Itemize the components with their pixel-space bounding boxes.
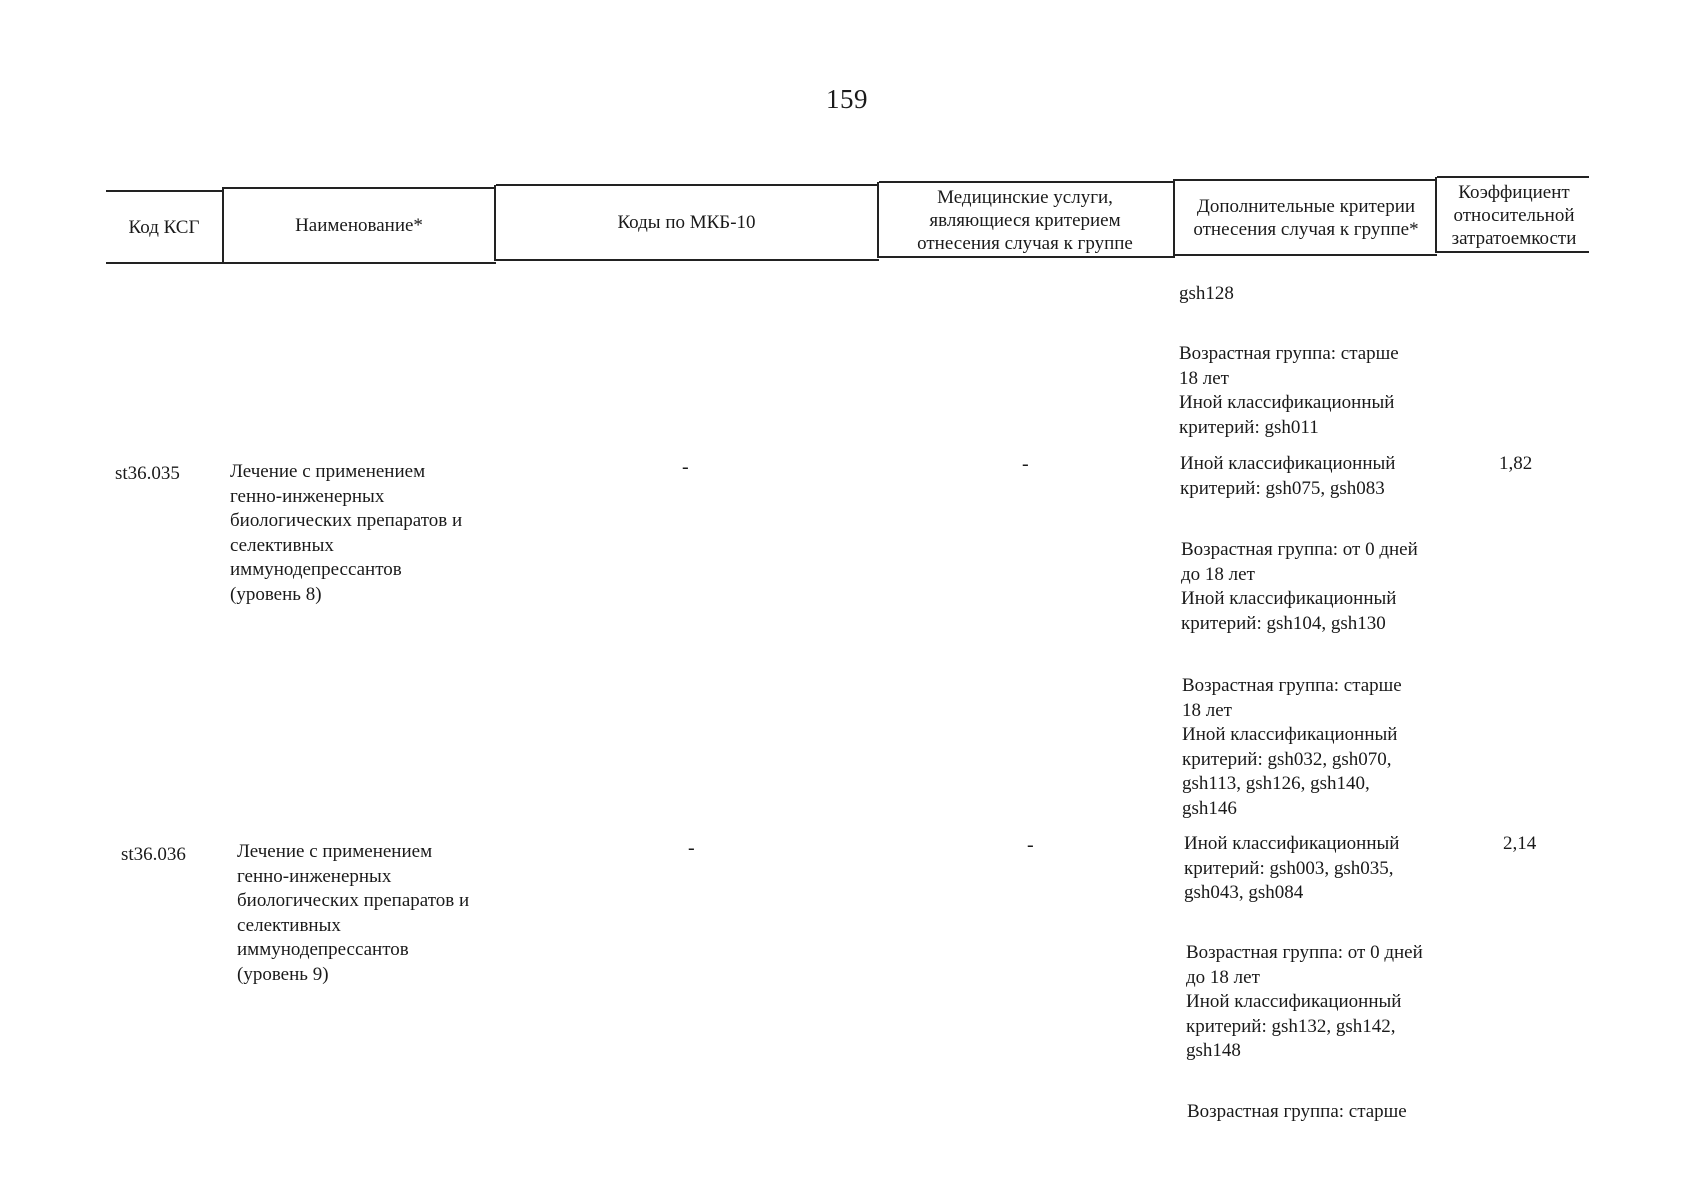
page-number: 159 <box>826 84 868 114</box>
row-criteria: Возрастная группа: от 0 дней до 18 лет Иной классификационный критерий: gsh132, gsh142, gsh148 <box>1186 942 1423 1061</box>
criteria-continuation: gsh128 <box>1179 283 1234 304</box>
row-coefficient: 2,14 <box>1503 833 1537 854</box>
header-coefficient: Коэффициент относительной затратоемкости <box>1451 181 1577 249</box>
row-criteria: Возрастная группа: от 0 дней до 18 лет Иной классификационный критерий: gsh104, gsh130 <box>1181 539 1418 634</box>
header-additional: Дополнительные критерии отнесения случая к группе* <box>1193 195 1419 240</box>
criteria-continuation: Возрастная группа: старше 18 лет Иной классификационный критерий: gsh011 <box>1179 343 1399 438</box>
row-name: Лечение с применением генно-инженерных биологических препаратов и селективных иммунодепрессантов (уровень 9) <box>237 841 470 985</box>
header-bottom-border <box>1175 254 1437 256</box>
row-criteria: Возрастная группа: старше 18 лет Иной классификационный критерий: gsh032, gsh070, gsh113, gsh126, gsh140, gsh146 <box>1182 675 1402 819</box>
header-top-border <box>222 187 496 189</box>
header-bottom-border <box>496 259 879 261</box>
header-services: Медицинские услуги, являющиеся критерием отнесения случая к группе <box>917 186 1133 254</box>
row-icd: - <box>682 456 689 478</box>
row-name: Лечение с применением генно-инженерных биологических препаратов и селективных иммунодепрессантов (уровень 8) <box>230 461 463 605</box>
row-criteria: Иной классификационный критерий: gsh075, gsh083 <box>1180 453 1396 499</box>
header-column-divider <box>877 182 879 258</box>
header-column-divider <box>1435 177 1437 253</box>
row-icd: - <box>688 837 695 859</box>
header-bottom-border <box>106 262 496 264</box>
row-code: st36.036 <box>121 844 186 865</box>
header-name: Наименование* <box>295 214 423 236</box>
row-criteria: Иной классификационный критерий: gsh003, gsh035, gsh043, gsh084 <box>1184 833 1400 903</box>
header-column-divider <box>1173 179 1175 256</box>
row-services: - <box>1027 834 1034 856</box>
header-code: Код КСГ <box>128 216 200 238</box>
row-code: st36.035 <box>115 463 180 484</box>
header-icd: Коды по МКБ-10 <box>617 211 756 233</box>
row-coefficient: 1,82 <box>1499 453 1533 474</box>
row-services: - <box>1022 453 1029 475</box>
row-criteria: Возрастная группа: старше <box>1187 1101 1407 1122</box>
